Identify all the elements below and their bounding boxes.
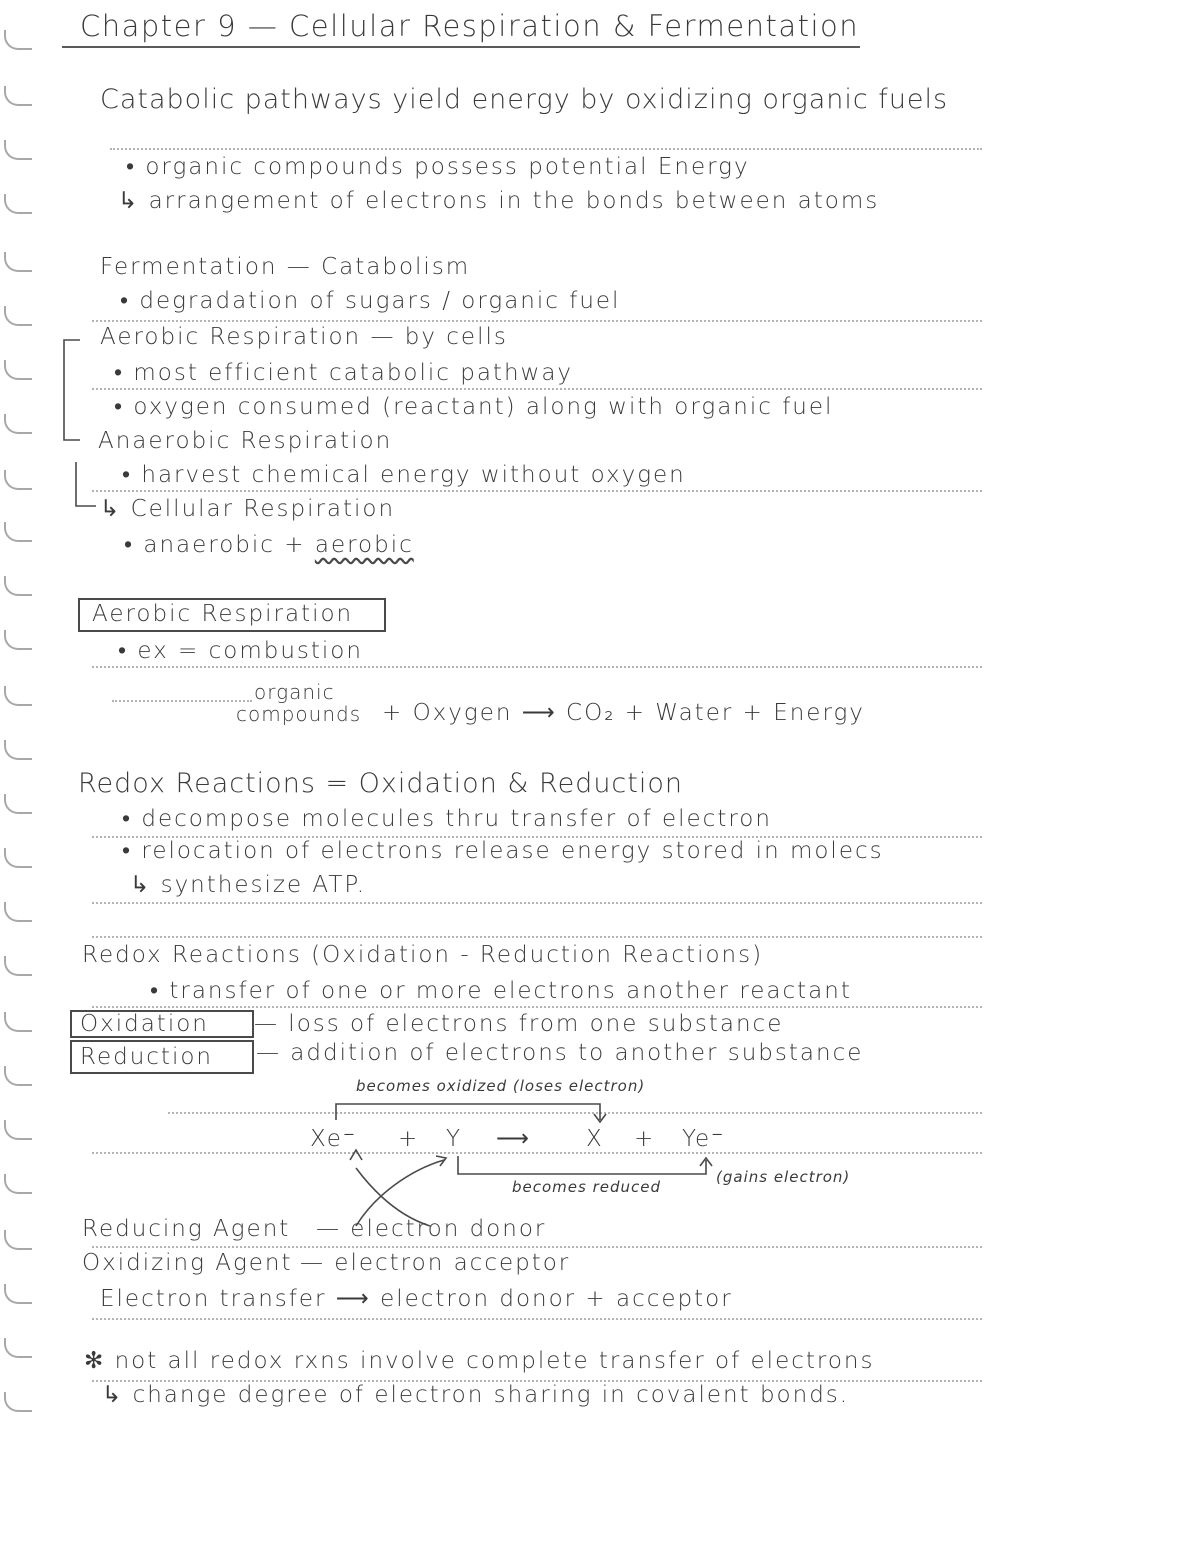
equation-organic: organic [254,680,335,704]
oxidizing-agent-text: — electron acceptor [300,1250,571,1276]
diagram-gains-label: (gains electron) [716,1168,851,1186]
oxidation-text: — loss of electrons from one substance [254,1011,784,1037]
oxidation-label: Oxidation [80,1011,209,1037]
diagram-plus-right: + [634,1126,656,1152]
redox-intro-heading: Redox Reactions = Oxidation & Reduction [78,768,683,799]
diagram-reactant-xe: Xe⁻ [310,1126,358,1152]
reduction-label: Reduction [80,1044,213,1070]
anaerobic-bullet: • harvest chemical energy without oxygen [122,462,686,488]
aerobic-box-heading: Aerobic Respiration [92,601,354,627]
anaerobic-heading: Anaerobic Respiration [98,428,393,454]
catabolic-bullet: • organic compounds possess potential Energy [126,154,750,180]
redox-intro-bullet-relocation: • relocation of electrons release energy stored in molecs [122,838,884,864]
diagram-product-ye: Ye⁻ [682,1126,726,1152]
redox-def-heading: Redox Reactions (Oxidation - Reduction Reactions) [82,942,764,968]
note-line-2: ↳ change degree of electron sharing in covalent bonds. [102,1382,850,1408]
diagram-reduced-label: becomes reduced [512,1178,662,1196]
aerobic-heading: Aerobic Respiration — by cells [100,324,508,350]
redox-intro-arrow-atp: ↳ synthesize ATP. [130,872,367,898]
diagram-reactant-y: Y [446,1126,463,1152]
cellular-bullet-prefix: • anaerobic + [124,532,315,558]
redox-intro-bullet-decompose: • decompose molecules thru transfer of electron [122,806,772,832]
equation-rest: + Oxygen ⟶ CO₂ + Water + Energy [382,700,865,726]
aerobic-box-bullet: • ex = combustion [118,638,363,664]
aerobic-bracket [64,340,80,440]
fermentation-bullet: • degradation of sugars / organic fuel [120,288,621,314]
cellular-heading: ↳ Cellular Respiration [100,496,396,522]
fermentation-heading: Fermentation — Catabolism [100,254,471,280]
equation-compounds: compounds [236,702,362,726]
diagram-plus-left: + [398,1126,420,1152]
aerobic-bullet-oxygen: • oxygen consumed (reactant) along with organic fuel [114,394,834,420]
diagram-oxidized-label: becomes oxidized (loses electron) [356,1077,646,1095]
catabolic-heading: Catabolic pathways yield energy by oxidizing organic fuels [100,84,949,115]
oxidizing-agent-label: Oxidizing Agent [82,1250,293,1276]
diagram-product-x: X [586,1126,604,1152]
reducing-agent-text: — electron donor [316,1216,547,1242]
note-line-1: ✻ not all redox rxns involve complete transfer of electrons [84,1348,875,1374]
cellular-bullet-aerobic: aerobic [314,532,414,558]
anaerobic-bracket [76,462,96,506]
catabolic-arrow-note: ↳ arrangement of electrons in the bonds between atoms [118,188,880,214]
page-title: Chapter 9 — Cellular Respiration & Fermentation [80,9,860,43]
reduction-text: — addition of electrons to another substance [256,1040,864,1066]
redox-def-bullet: • transfer of one or more electrons another reactant [150,978,852,1004]
diagram-arrow: ⟶ [496,1126,531,1152]
aerobic-bullet-efficient: • most efficient catabolic pathway [114,360,574,386]
reducing-agent-label: Reducing Agent [82,1216,291,1242]
electron-transfer-line: Electron transfer ⟶ electron donor + acceptor [100,1286,733,1312]
